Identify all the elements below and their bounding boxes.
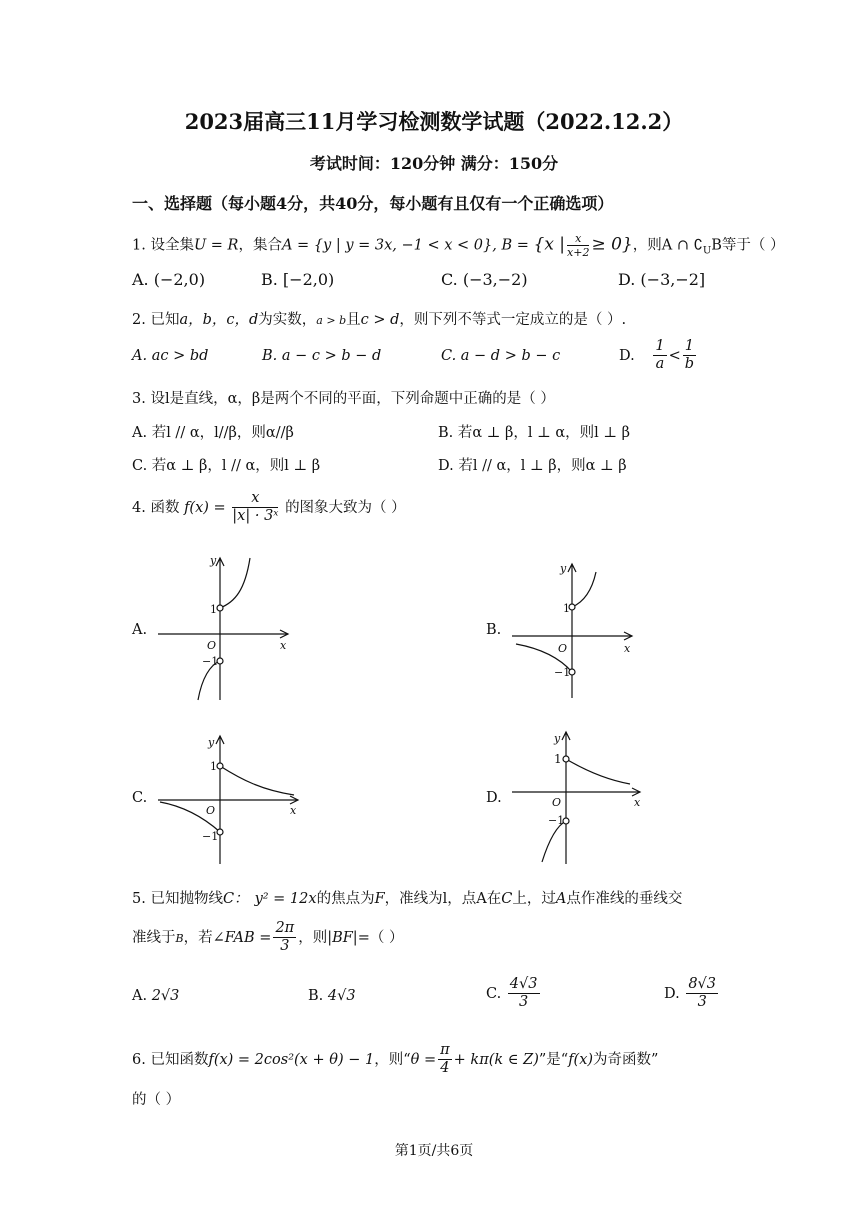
q6-fx: f(x) = 2cos²(x + θ) − 1 <box>208 1051 375 1068</box>
q2-cond1: a > b <box>316 314 347 327</box>
graph-a-tick-pos: 1 <box>210 603 217 616</box>
q4-fraction <box>232 490 278 526</box>
graph-d-tick-neg: −1 <box>548 814 565 827</box>
q1-fraction <box>567 232 589 259</box>
q6-fraction-den: 4 <box>440 1060 450 1077</box>
q2-option-d-den2: b <box>684 356 694 373</box>
graph-d-open-dot-top <box>563 756 569 762</box>
q6-fraction <box>438 1042 452 1078</box>
q6-text1: 6. 已知函数 <box>132 1051 209 1068</box>
page-number: 第1页/共6页 <box>394 1143 474 1159</box>
q2-option-a: A. ac > bd <box>132 348 209 364</box>
q4-fraction-den: |x| · 3ˣ <box>232 508 279 525</box>
q5-line1a: 5. 已知抛物线 <box>132 891 223 907</box>
q5-fraction-den: 3 <box>280 938 290 955</box>
q1-fraction-den: x+2 <box>567 246 590 260</box>
q5-option-d <box>664 976 720 1012</box>
graph-b-y-label: y <box>560 562 567 575</box>
q2-option-d-den1: a <box>655 356 665 373</box>
q5-line1d: 的焦点为 <box>316 891 375 907</box>
q6-theta: θ = <box>410 1051 437 1068</box>
question-5-line1 <box>132 887 682 908</box>
q5-option-d-frac <box>686 976 718 1012</box>
q2-text4: ，则下列不等式一定成立的是（ ）. <box>399 312 627 328</box>
graph-d-x-label: x <box>634 796 641 809</box>
q5-option-c-den: 3 <box>519 994 529 1011</box>
q6-rest: + kπ(k ∈ Z) <box>453 1051 539 1068</box>
q4-fx: f(x) = <box>184 499 226 516</box>
graph-c-tick-neg: −1 <box>202 830 219 843</box>
graph-a-curve-right <box>220 558 250 608</box>
q4-text2: 的图象大致为（ ） <box>285 499 406 516</box>
graph-c-open-dot-top <box>217 763 223 769</box>
graph-d-curve-right <box>566 759 630 784</box>
q3-option-a: A. 若l // α，l//β，则α//β <box>132 425 294 441</box>
exam-title: 2023届高三11月学习检测数学试题（2022.12.2） <box>184 109 684 134</box>
graph-d-origin: O <box>552 796 562 809</box>
q5-line2c: ，若 <box>183 929 213 946</box>
q5-option-d-label: D. <box>664 985 680 1002</box>
q4-fraction-num: x <box>232 490 278 508</box>
q5-line2d: ∠FAB = <box>212 929 272 946</box>
graph-d <box>508 728 648 868</box>
q5-fraction <box>273 920 296 956</box>
q6-fraction-num: π <box>438 1042 452 1060</box>
q2-option-d-frac1 <box>653 338 666 374</box>
q2-text2: 为实数， <box>258 312 317 328</box>
q5-option-b-value: 4√3 <box>327 988 356 1004</box>
graph-c-y-label: y <box>208 736 215 749</box>
q5-option-c-frac <box>508 976 540 1012</box>
q2-option-c: C. a − d > b − c <box>441 348 561 364</box>
q5-option-b-label: B. <box>308 988 324 1004</box>
q3-option-c: C. 若α ⊥ β，l // α，则l ⊥ β <box>132 458 321 474</box>
q5-line2a: 准线于 <box>132 929 176 946</box>
q1-set-b-left: {x | <box>533 234 566 255</box>
q5-option-d-num: 8√3 <box>686 976 718 994</box>
q1-set-b-right: ≥ 0} <box>591 234 633 255</box>
q2-option-d-num2: 1 <box>683 338 696 356</box>
exam-subtitle: 考试时间：120分钟 满分：150分 <box>309 154 559 173</box>
q1-set-a: A = {y | y = 3x, −1 < x < 0}, B = <box>281 237 529 254</box>
q2-option-d-num1: 1 <box>653 338 666 356</box>
q4-text1: 4. 函数 <box>132 499 180 516</box>
q5-line2g: =（ ） <box>357 929 404 946</box>
q1-mid: ，集合 <box>238 237 282 254</box>
q6-text4: 为奇函数” <box>593 1051 659 1068</box>
q2-text1: 2. 已知 <box>132 312 180 328</box>
q2-option-d-label: D. <box>619 347 635 364</box>
section-heading: 一、选择题（每小题4分，共40分，每小题有且仅有一个正确选项） <box>132 194 614 213</box>
graph-b-tick-neg: −1 <box>554 666 571 679</box>
graph-a-label: A. <box>132 622 148 638</box>
graph-b <box>508 560 638 700</box>
q5-option-a-value: 2√3 <box>151 988 180 1004</box>
q1-suffix: ，则A ∩ ∁ <box>632 237 703 254</box>
q6-text3: ”是“ <box>538 1051 569 1068</box>
q1-set-u: U = R <box>193 237 239 254</box>
question-6-line2: 的（ ） <box>132 1092 181 1108</box>
graph-d-curve-left <box>542 821 566 862</box>
q1-suffix2: B等于（ ） <box>711 237 785 254</box>
q6-text2: ，则“ <box>374 1051 411 1068</box>
q5-line1i: A <box>555 891 567 907</box>
q2-text3: 且 <box>346 312 361 328</box>
q2-option-d <box>619 338 698 374</box>
q1-option-a: A. (−2,0) <box>132 270 206 289</box>
graph-c-tick-pos: 1 <box>210 760 217 773</box>
q2-cond2: c > d <box>360 312 400 328</box>
q1-option-c: C. (−3,−2) <box>441 270 528 289</box>
graph-c-label: C. <box>132 790 148 806</box>
q5-line2e: ，则 <box>298 929 328 946</box>
q5-line1b: C： <box>222 891 249 907</box>
q2-option-b: B. a − c > b − d <box>262 348 382 364</box>
question-2 <box>132 308 626 329</box>
graph-a-tick-neg: −1 <box>202 655 219 668</box>
graph-a-origin: O <box>207 639 217 652</box>
q5-option-a-label: A. <box>132 988 148 1004</box>
q5-option-c <box>486 976 542 1012</box>
graph-a-y-label: y <box>210 554 217 567</box>
q5-line1j: 点作准线的垂线交 <box>566 891 683 907</box>
graph-a <box>150 550 300 705</box>
q2-option-d-lt: < <box>668 347 681 364</box>
q2-option-d-frac2 <box>683 338 696 374</box>
graph-a-open-dot-top <box>217 605 223 611</box>
q1-option-b: B. [−2,0) <box>261 270 335 289</box>
q5-line1h: 上，过 <box>512 891 556 907</box>
graph-a-x-label: x <box>280 639 287 652</box>
question-5-line2 <box>132 920 403 956</box>
question-3: 3. 设l是直线，α，β是两个不同的平面，下列命题中正确的是（ ） <box>132 391 555 407</box>
q3-option-d: D. 若l // α，l ⊥ β，则α ⊥ β <box>438 458 627 474</box>
q1-prefix: 1. 设全集 <box>132 237 194 254</box>
graph-b-x-label: x <box>624 642 631 655</box>
q5-line2b: B <box>175 931 184 945</box>
q1-sub-u: U <box>702 245 712 257</box>
q5-fraction-num: 2π <box>273 920 296 938</box>
question-4 <box>132 490 406 526</box>
graph-c-curve-right <box>220 766 294 795</box>
question-1 <box>132 232 785 259</box>
graph-b-origin: O <box>558 642 568 655</box>
q5-option-c-num: 4√3 <box>508 976 540 994</box>
graph-b-tick-pos: 1 <box>563 602 570 615</box>
graph-b-curve-right <box>572 572 596 607</box>
q5-option-a <box>132 988 179 1004</box>
question-6-line1 <box>132 1042 658 1078</box>
q5-line1e: F <box>374 891 385 907</box>
graph-b-label: B. <box>486 622 502 638</box>
q5-option-d-den: 3 <box>697 994 707 1011</box>
q5-line1c: y² = 12x <box>254 891 317 907</box>
q5-line1g: C <box>501 891 513 907</box>
q1-fraction-num: x <box>567 232 589 246</box>
q3-option-b: B. 若α ⊥ β，l ⊥ α，则l ⊥ β <box>438 425 631 441</box>
q6-fx2: f(x) <box>568 1051 594 1068</box>
graph-d-label: D. <box>486 790 502 806</box>
graph-c-x-label: x <box>290 804 297 817</box>
q5-option-b <box>308 988 356 1004</box>
graph-d-y-label: y <box>554 732 561 745</box>
q5-line1f: ，准线为l，点A在 <box>384 891 502 907</box>
q5-line2f: |BF| <box>327 929 358 946</box>
q1-option-d: D. (−3,−2] <box>618 270 706 289</box>
graph-d-tick-pos: 1 <box>554 752 562 766</box>
q2-vars: a，b，c，d <box>179 312 259 328</box>
graph-c-origin: O <box>206 804 216 817</box>
q5-option-c-label: C. <box>486 985 502 1002</box>
graph-c <box>152 732 302 868</box>
